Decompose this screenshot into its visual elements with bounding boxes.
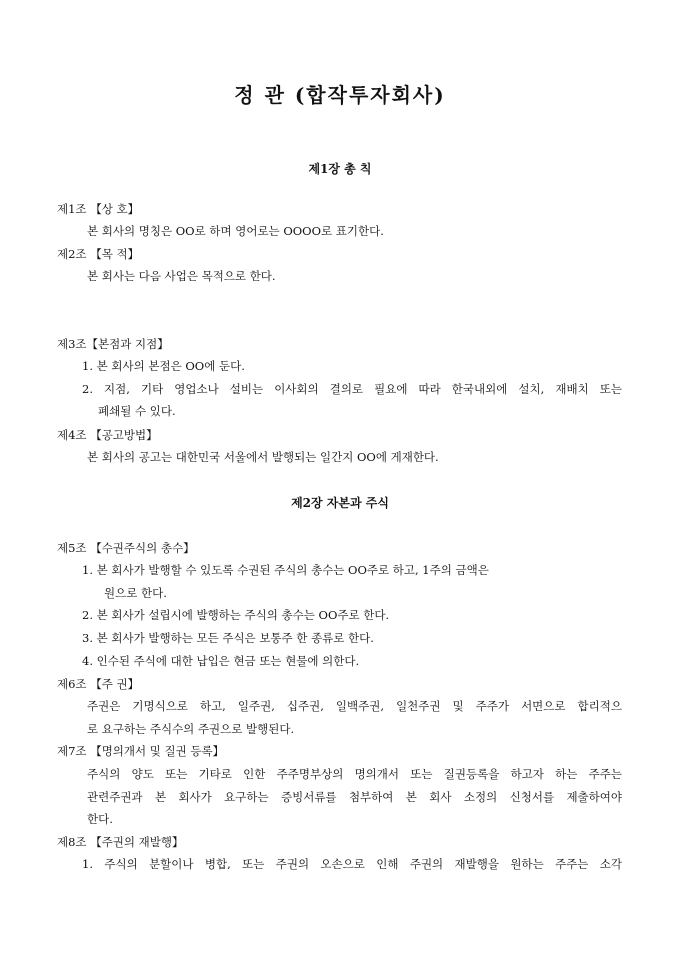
article-1-text: 본 회사의 명칭은 OO로 하며 영어로는 OOOO로 표기한다. bbox=[87, 224, 384, 238]
article-3-item: 1. 본 회사의 본점은 OO에 둔다. bbox=[82, 359, 245, 373]
chapter-2-heading: 제2장 자본과 주식 bbox=[291, 496, 389, 510]
article-6-line: 로 요구하는 주식수의 주권으로 발행된다. bbox=[87, 722, 295, 736]
article-5-item-continued: 원으로 한다. bbox=[104, 586, 167, 600]
article-6-heading: 제6조 【주 권】 bbox=[57, 677, 140, 691]
article-4-heading: 제4조 【공고방법】 bbox=[57, 428, 158, 442]
article-2-text: 본 회사는 다음 사업은 목적으로 한다. bbox=[87, 269, 276, 283]
article-5-item: 1. 본 회사가 발행할 수 있도록 수권된 주식의 총수는 OO주로 하고, 1주의 금액은 bbox=[82, 563, 489, 577]
article-5-item: 4. 인수된 주식에 대한 납입은 현금 또는 현물에 의한다. bbox=[82, 654, 360, 668]
article-7-line: 주식의 양도 또는 기타로 인한 주주명부상의 명의개서 또는 질권등록을 하고자 하는 주주는 bbox=[87, 767, 622, 781]
article-1-heading: 제1조 【상 호】 bbox=[57, 202, 140, 216]
article-8-heading: 제8조 【주권의 재발행】 bbox=[57, 835, 184, 849]
article-5-item: 2. 본 회사가 설립시에 발행하는 주식의 총수는 OO주로 한다. bbox=[82, 608, 390, 622]
article-5-heading: 제5조 【수권주식의 총수】 bbox=[57, 541, 195, 555]
article-3-heading: 제3조【본점과 지점】 bbox=[57, 337, 169, 351]
chapter-1-heading: 제1장 총 칙 bbox=[308, 162, 372, 176]
article-3-item-continued: 폐쇄될 수 있다. bbox=[98, 404, 176, 418]
article-3-item: 2. 지점, 기타 영업소나 설비는 이사회의 결의로 필요에 따라 한국내외에 설치, 재배치 또는 bbox=[82, 382, 622, 396]
article-2-heading: 제2조 【목 적】 bbox=[57, 247, 140, 261]
article-7-line: 한다. bbox=[87, 812, 113, 826]
article-7-heading: 제7조 【명의개서 및 질권 등록】 bbox=[57, 744, 225, 758]
article-8-item: 1. 주식의 분할이나 병합, 또는 주권의 오손으로 인해 주권의 재발행을 원하는 주주는 소각 bbox=[82, 857, 622, 871]
document-title: 정 관 (합작투자회사) bbox=[234, 83, 446, 107]
article-6-line: 주권은 기명식으로 하고, 일주권, 십주권, 일백주권, 일천주권 및 주주가 서면으로 합리적으 bbox=[87, 699, 622, 713]
article-7-line: 관련주권과 본 회사가 요구하는 증빙서류를 첨부하여 본 회사 소정의 신청서를 제출하여야 bbox=[87, 790, 622, 804]
article-4-text: 본 회사의 공고는 대한민국 서울에서 발행되는 일간지 OO에 게재한다. bbox=[87, 450, 439, 464]
article-5-item: 3. 본 회사가 발행하는 모든 주식은 보통주 한 종류로 한다. bbox=[82, 631, 374, 645]
